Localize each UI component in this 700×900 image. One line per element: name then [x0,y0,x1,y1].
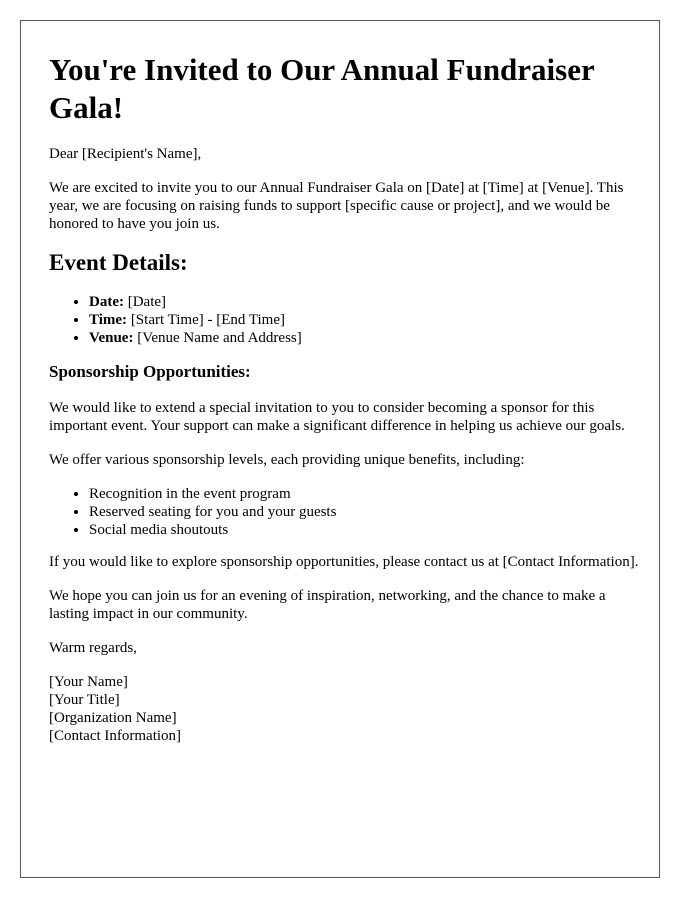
benefit-item: • Social media shoutouts [89,521,639,539]
event-detail-label: Venue: [89,330,134,346]
contact-paragraph: If you would like to explore sponsorship opportunities, please contact us at [Contact Information]. [49,554,639,570]
signature-organization: [Organization Name] [49,710,177,726]
signature-title: [Your Title] [49,692,120,708]
sponsorship-heading: Sponsorship Opportunities: [49,362,251,381]
benefit-item: • Reserved seating for you and your guests [89,503,639,521]
event-detail-date [89,293,639,311]
closing-paragraph: We hope you can join us for an evening of inspiration, networking, and the chance to make a lasting impact in our community. [49,588,606,622]
sign-off: Warm regards, [49,640,137,656]
signature-name: [Your Name] [49,674,128,690]
event-detail-label: Time: [89,312,128,328]
greeting: Dear [Recipient's Name], [49,146,202,162]
event-detail-value: [Start Time] - [End Time] [127,312,285,328]
intro-paragraph: We are excited to invite you to our Annual Fundraiser Gala on [Date] at [Time] at [Venue]. This year, we are focusing on raising funds to support [specific cause or project], and we would be honored to have you join us. [49,180,624,232]
event-detail-venue [89,329,639,347]
event-detail-time [89,311,639,329]
event-details-heading: Event Details: [49,250,188,275]
letter-content [49,51,639,745]
signature-contact: [Contact Information] [49,728,182,744]
event-detail-value: [Venue Name and Address] [133,330,302,346]
benefit-item: • Recognition in the event program [89,485,639,503]
sponsorship-paragraph: We would like to extend a special invitation to you to consider becoming a sponsor for this important event. Your support can make a significant difference in helping us achieve our goals. [49,400,625,434]
sponsorship-levels-paragraph: We offer various sponsorship levels, each providing unique benefits, including: [49,452,525,468]
signature-block [49,673,639,745]
event-detail-label: Date: [89,294,124,310]
event-details-list [49,293,639,347]
letter-page [20,20,660,878]
event-detail-value: [Date] [123,294,167,310]
benefits-list [49,485,639,539]
letter-title: You're Invited to Our Annual Fundraiser Gala! [49,52,595,125]
